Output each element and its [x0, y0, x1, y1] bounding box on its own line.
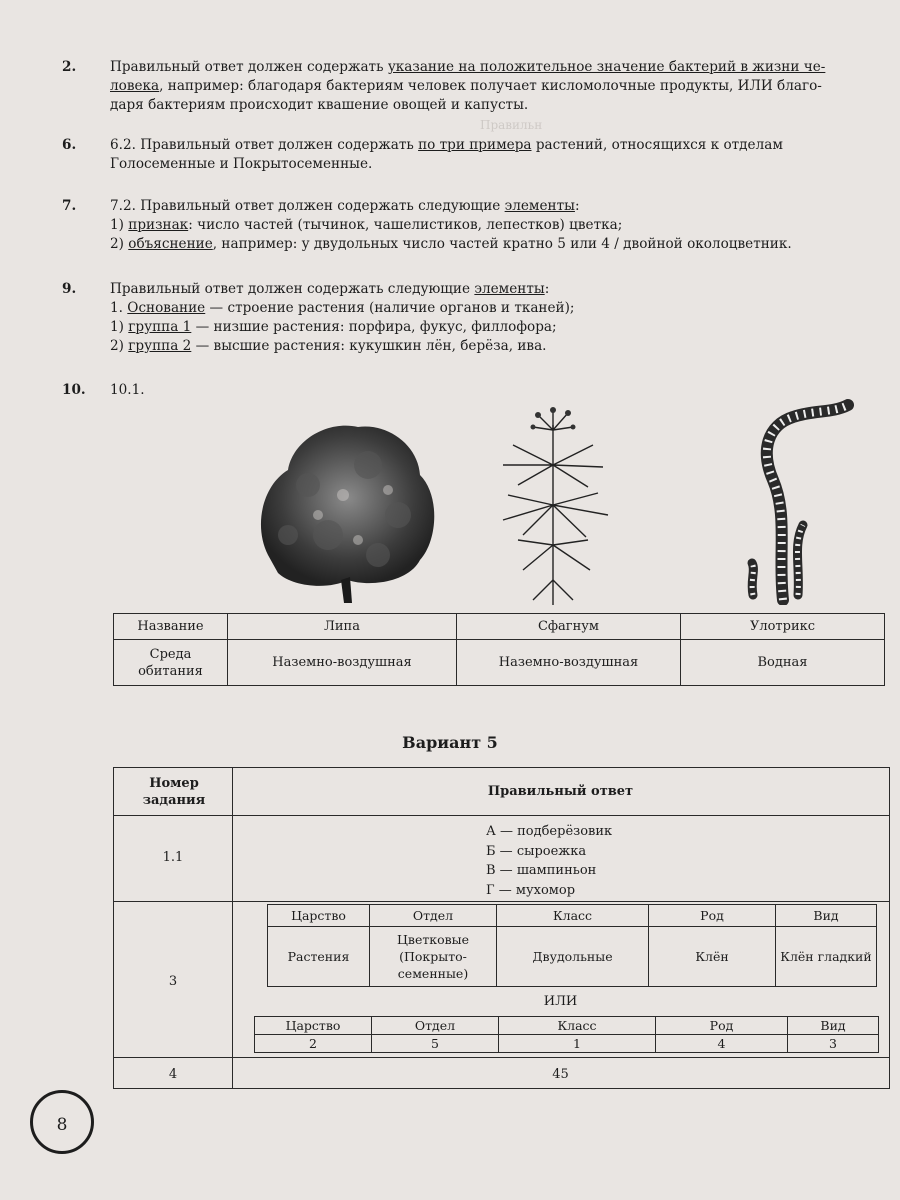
header-ulothrix: Улотрикс [681, 614, 885, 640]
header-lipa: Липа [228, 614, 457, 640]
cls-head-division: Отдел [370, 905, 497, 927]
cls-head-species: Вид [776, 905, 877, 927]
variant-title: Вариант 5 [402, 733, 498, 752]
answer-a: А — подберёзовик [486, 824, 613, 839]
col-header-task-number: Номер задания [142, 776, 206, 808]
answer-item-7: 7. 7.2. Правильный ответ должен содержать следующие элементы: 1) признак: число частей (тычинок, чашелистиков, лепестков) цветка; 2) объяснение, например: у двудольных число частей кратно 5 или 4 / двойной околоцветник. [62, 198, 792, 252]
answer-item-10: 10. 10.1. [62, 382, 145, 398]
cls-division: Цветковые (Покрыто-семенные) [370, 927, 497, 987]
row-label-habitat: Среда обитания [114, 640, 228, 686]
col-header-answer: Правильный ответ [487, 784, 634, 799]
cls-class: Двудольные [497, 927, 649, 987]
cls-head-class: Класс [497, 905, 649, 927]
item-number: 9. [62, 281, 77, 297]
item-number: 7. [62, 198, 77, 214]
cls-head-genus: Род [649, 905, 776, 927]
sphagnum-illustration [478, 405, 628, 605]
task-number-3: 3 [168, 974, 178, 989]
answer-item-6: 6. 6.2. Правильный ответ должен содержать по три примера растений, относящихся к отделам Голосеменные и Покрытосеменные. [62, 137, 783, 172]
habitat-lipa: Наземно-воздушная [228, 640, 457, 686]
digits-table [254, 1016, 879, 1053]
digit-genus: 4 [656, 1035, 788, 1053]
item-number: 6. [62, 137, 77, 153]
task-number-1-1: 1.1 [162, 850, 184, 865]
bleed-through: Правильн [480, 118, 543, 132]
answer-1-1-list [486, 822, 612, 900]
page-number: 8 [30, 1090, 94, 1154]
digit-head-class: Класс [499, 1017, 656, 1035]
habitat-sphagnum: Наземно-воздушная [457, 640, 681, 686]
item-number: 10. [62, 382, 86, 398]
cls-head-kingdom: Царство [268, 905, 370, 927]
cls-kingdom: Растения [268, 927, 370, 987]
digit-head-kingdom: Царство [255, 1017, 372, 1035]
answer-item-2: 2. Правильный ответ должен содержать указание на положительное значение бактерий в жизни че- ловека, например: благодаря бактериям человек получает кисломолочные продукты, ИЛИ благо- даря бактериям происходит квашение овощей и капусты. [62, 59, 826, 113]
header-name: Название [114, 614, 228, 640]
digit-class: 1 [499, 1035, 656, 1053]
digit-head-genus: Род [656, 1017, 788, 1035]
answer-b: Б — сыроежка [486, 843, 587, 859]
or-label: ИЛИ [543, 994, 578, 1009]
digit-division: 5 [372, 1035, 499, 1053]
digit-species: 3 [788, 1035, 879, 1053]
habitat-ulothrix: Водная [681, 640, 885, 686]
digit-head-division: Отдел [372, 1017, 499, 1035]
cls-species: Клён гладкий [776, 927, 877, 987]
answer-item-9: 9. Правильный ответ должен содержать следующие элементы: 1. Основание — строение растения (наличие органов и тканей); 1) группа 1 — низшие растения: порфира, фукус, филлофора; 2) группа 2 — высшие растения: кукушкин лён, берёза, ива. [62, 281, 575, 354]
habitat-table [113, 613, 885, 686]
ulothrix-illustration [738, 395, 858, 605]
task-number-4: 4 [168, 1067, 178, 1082]
answer-c: В — шампиньон [486, 863, 597, 878]
answer-4: 45 [552, 1067, 569, 1082]
variant-5-answer-table [113, 767, 890, 1089]
digit-kingdom: 2 [255, 1035, 372, 1053]
digit-head-species: Вид [788, 1017, 879, 1035]
item-number: 2. [62, 59, 77, 75]
cls-genus: Клён [649, 927, 776, 987]
classification-table [267, 904, 877, 987]
answer-d: Г — мухомор [486, 882, 576, 898]
linden-tree-illustration [248, 415, 443, 605]
header-sphagnum: Сфагнум [457, 614, 681, 640]
